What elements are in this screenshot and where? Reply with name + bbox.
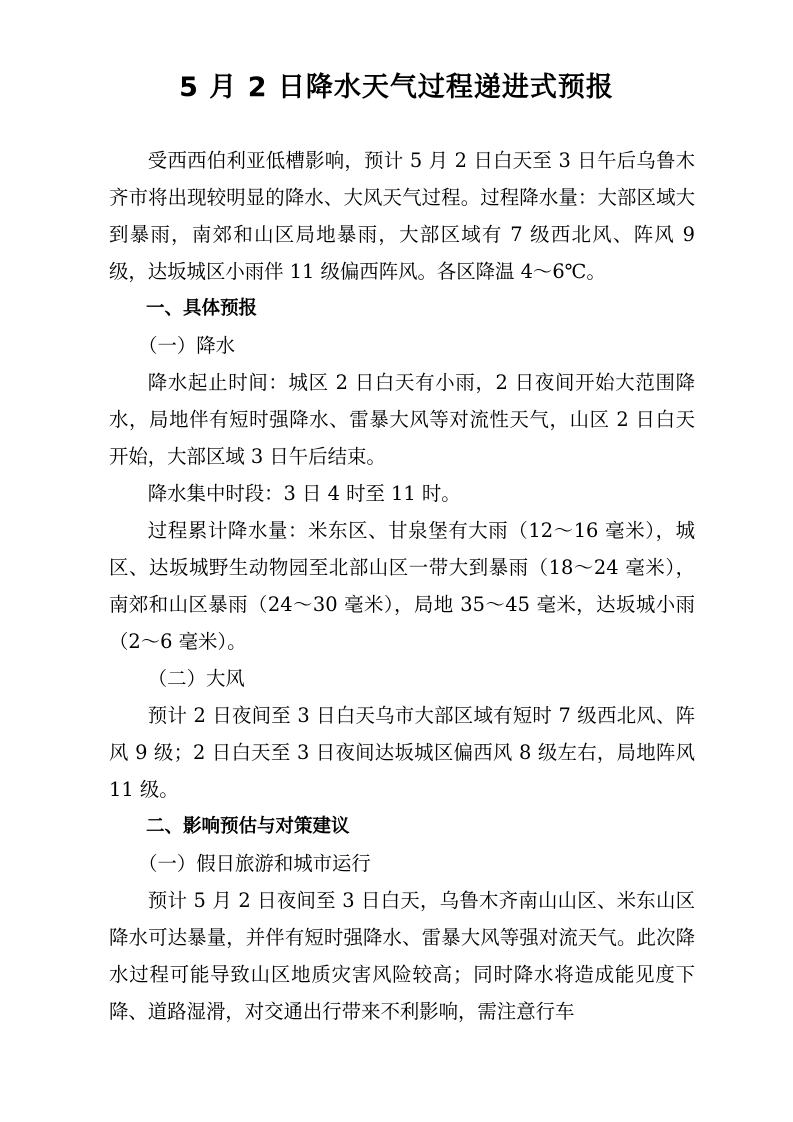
document-body [109,142,695,1030]
precipitation-total-paragraph: 过程累计降水量：米东区、甘泉堡有大雨（12～16 毫米），城区、达坂城野生动物园至北部山区一带大到暴雨（18～24 毫米），南郊和山区暴雨（24～30 毫米），局地 35～45 毫米，达坂城小雨（2～6 毫米）。 [109,519,695,653]
subsection-heading-holiday-travel: （一）假日旅游和城市运行 [138,852,371,875]
section-heading-impact: 二、影响预估与对策建议 [146,816,350,837]
intro-paragraph: 受西西伯利亚低槽影响，预计 5 月 2 日白天至 3 日午后乌鲁木齐市将出现较明显的降水、大风天气过程。过程降水量：大部区域大到暴雨，南郊和山区局地暴雨，大部区域有 7 级西北风、阵风 9 级，达坂城区小雨伴 11 级偏西阵风。各区降温 4～6℃。 [109,149,695,283]
subsection-heading-precipitation: （一）降水 [138,334,236,357]
holiday-travel-paragraph: 预计 5 月 2 日夜间至 3 日白天，乌鲁木齐南山山区、米东山区降水可达暴量，并伴有短时强降水、雷暴大风等强对流天气。此次降水过程可能导致山区地质灾害风险较高；同时降水将造成能见度下降、道路湿滑，对交通出行带来不利影响，需注意行车 [109,889,695,1023]
wind-paragraph: 预计 2 日夜间至 3 日白天乌市大部区域有短时 7 级西北风、阵风 9 级；2 日白天至 3 日夜间达坂城区偏西风 8 级左右，局地阵风 11 级。 [109,704,695,801]
section-heading-specific-forecast: 一、具体预报 [146,298,258,319]
subsection-heading-wind: （二）大风 [147,667,245,690]
precipitation-peak-paragraph: 降水集中时段：3 日 4 时至 11 时。 [147,482,461,505]
precipitation-timing-paragraph: 降水起止时间：城区 2 日白天有小雨，2 日夜间开始大范围降水，局地伴有短时强降水、雷暴大风等对流性天气，山区 2 日白天开始，大部区域 3 日午后结束。 [109,371,695,468]
document-title: 5 月 2 日降水天气过程递进式预报 [179,72,614,103]
